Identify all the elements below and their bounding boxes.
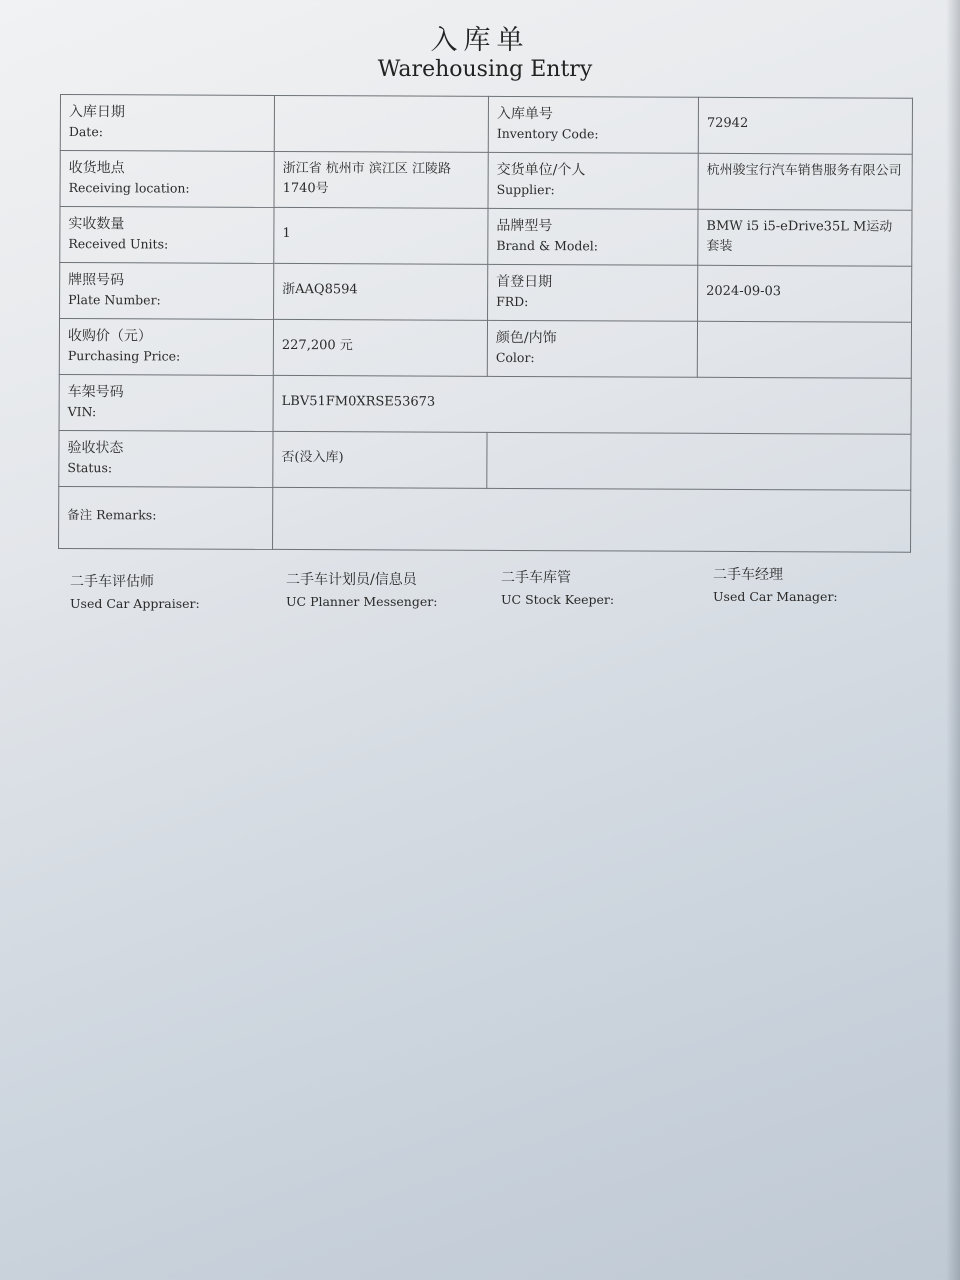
vin-label (59, 374, 273, 431)
inventory-code-value (698, 97, 912, 154)
status-value (273, 431, 487, 488)
vin-label-en: VIN: (67, 404, 97, 420)
signature-stock-keeper-en: UC Stock Keeper: (501, 592, 615, 607)
table-row (60, 95, 912, 155)
signature-appraiser-cn: 二手车评估师 (70, 574, 154, 590)
frd-value (698, 265, 912, 322)
frd-label-cn: 首登日期 (496, 273, 553, 291)
frd-value-text: 2024-09-03 (706, 283, 782, 300)
signature-planner-en: UC Planner Messenger: (286, 594, 438, 609)
document-title-en: Warehousing Entry (377, 57, 593, 82)
purchasing-price-value (273, 319, 487, 376)
purchasing-price-label (59, 319, 273, 376)
status-label (59, 430, 273, 487)
received-units-value (274, 207, 488, 264)
vin-label-cn: 车架号码 (67, 384, 124, 401)
table-row (59, 374, 911, 434)
received-units-label (60, 207, 274, 264)
color-label (487, 320, 697, 377)
table-row (59, 319, 911, 379)
date-label-en: Date: (68, 124, 103, 140)
signature-manager (713, 565, 838, 607)
brand-model-label (488, 208, 698, 265)
warehousing-entry-table (58, 94, 913, 553)
signature-appraiser-en: Used Car Appraiser: (70, 596, 200, 611)
brand-model-value-text: BMW i5 i5-eDrive35L M运动套装 (706, 218, 893, 254)
status-label-cn: 验收状态 (67, 440, 124, 457)
plate-number-label-cn: 牌照号码 (68, 272, 125, 289)
brand-model-label-cn: 品牌型号 (496, 217, 553, 235)
receiving-location-label (60, 151, 274, 208)
supplier-value (698, 153, 912, 210)
table-row (59, 430, 911, 490)
supplier-label (488, 152, 698, 209)
date-label (60, 95, 274, 152)
date-label-cn: 入库日期 (68, 104, 125, 121)
receiving-location-label-en: Receiving location: (68, 180, 190, 196)
paper-edge-shadow (946, 0, 960, 1280)
purchasing-price-label-cn: 收购价（元） (67, 328, 152, 345)
vin-value-text: LBV51FM0XRSE53673 (281, 393, 436, 410)
color-label-cn: 颜色/内饰 (495, 329, 557, 347)
status-extra (487, 432, 911, 490)
frd-label (488, 264, 698, 321)
remarks-value-text (281, 495, 902, 507)
remarks-label (59, 486, 273, 549)
date-value (274, 95, 488, 152)
inventory-code-label-en: Inventory Code: (496, 125, 599, 142)
table-row (59, 486, 911, 552)
color-value (697, 321, 911, 378)
received-units-label-cn: 实收数量 (68, 216, 125, 233)
status-label-en: Status: (67, 460, 113, 476)
document-title-cn: 入库单 (430, 25, 530, 56)
color-value-text (706, 329, 903, 339)
inventory-code-label-cn: 入库单号 (496, 105, 553, 123)
status-value-text: 否(没入库) (281, 449, 344, 466)
signature-appraiser (70, 572, 200, 614)
plate-number-value (274, 263, 488, 320)
table-row (60, 151, 912, 211)
receiving-location-label-cn: 收货地点 (68, 160, 125, 177)
frd-label-en: FRD: (496, 293, 529, 310)
color-label-en: Color: (495, 349, 535, 366)
vin-value (273, 375, 911, 434)
table-row (60, 207, 912, 267)
inventory-code-value-text: 72942 (706, 115, 749, 132)
received-units-value-text: 1 (282, 225, 291, 242)
date-value-text (283, 103, 480, 113)
table-row (60, 263, 912, 323)
signature-stock-keeper-cn: 二手车库管 (501, 570, 571, 586)
receiving-location-value-text: 浙江省 杭州市 滨江区 江陵路1740号 (282, 160, 452, 197)
purchasing-price-value-text: 227,200 元 (281, 337, 353, 354)
remarks-value (273, 487, 911, 552)
receiving-location-value (274, 151, 488, 208)
plate-number-value-text: 浙AAQ8594 (282, 281, 358, 298)
supplier-label-en: Supplier: (496, 181, 555, 198)
received-units-label-en: Received Units: (68, 236, 169, 252)
plate-number-label-en: Plate Number: (68, 292, 161, 308)
signature-manager-cn: 二手车经理 (713, 567, 783, 583)
purchasing-price-label-en: Purchasing Price: (67, 348, 181, 364)
brand-model-value (698, 209, 912, 266)
remarks-label-text: 备注 Remarks: (67, 507, 157, 523)
supplier-label-cn: 交货单位/个人 (496, 161, 586, 179)
signature-section (66, 568, 906, 628)
signature-manager-en: Used Car Manager: (713, 589, 838, 604)
signature-planner-cn: 二手车计划员/信息员 (286, 572, 417, 588)
inventory-code-label (488, 96, 698, 153)
signature-stock-keeper (501, 568, 614, 610)
signature-planner (286, 570, 437, 612)
supplier-value-text: 杭州骏宝行汽车销售服务有限公司 (706, 162, 902, 179)
brand-model-label-en: Brand & Model: (496, 237, 599, 254)
plate-number-label (60, 263, 274, 320)
